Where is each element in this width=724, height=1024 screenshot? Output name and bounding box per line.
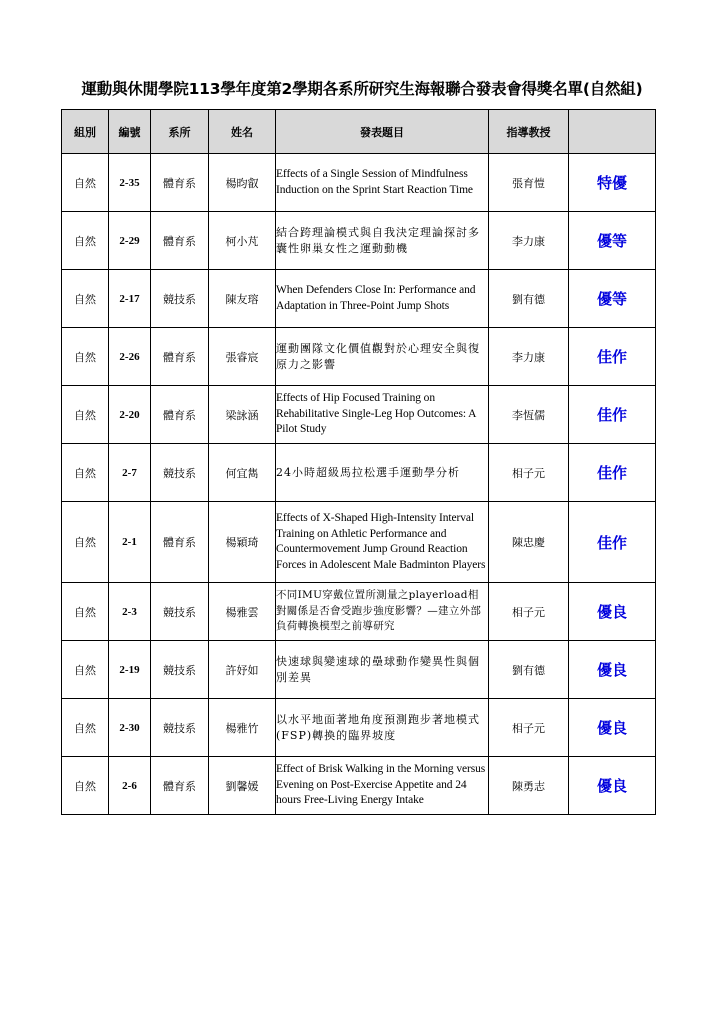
- cell-topic: When Defenders Close In: Performance and Adaptation in Three-Point Jump Shots: [276, 270, 489, 328]
- cell-group: 自然: [62, 699, 109, 757]
- cell-name: 何宜雋: [209, 444, 276, 502]
- cell-number: 2-35: [109, 154, 151, 212]
- cell-dept: 體育系: [151, 757, 209, 815]
- cell-topic: 結合跨理論模式與自我決定理論探討多囊性卵巢女性之運動動機: [276, 212, 489, 270]
- cell-award: 佳作: [569, 328, 656, 386]
- cell-name: 許妤如: [209, 641, 276, 699]
- table-row: [62, 444, 656, 502]
- cell-number: 2-6: [109, 757, 151, 815]
- table-header-row: [62, 110, 656, 154]
- table-row: [62, 212, 656, 270]
- cell-name: 張睿宸: [209, 328, 276, 386]
- cell-number: 2-7: [109, 444, 151, 502]
- header-number: 編號: [109, 110, 151, 154]
- cell-name: 楊雅竹: [209, 699, 276, 757]
- header-topic: 發表題目: [276, 110, 489, 154]
- cell-dept: 競技系: [151, 699, 209, 757]
- cell-group: 自然: [62, 583, 109, 641]
- cell-group: 自然: [62, 328, 109, 386]
- cell-number: 2-26: [109, 328, 151, 386]
- awards-table: [61, 109, 656, 815]
- cell-award: 優良: [569, 641, 656, 699]
- cell-advisor: 相子元: [489, 444, 569, 502]
- cell-advisor: 張育愷: [489, 154, 569, 212]
- cell-number: 2-17: [109, 270, 151, 328]
- cell-group: 自然: [62, 386, 109, 444]
- table-row: [62, 757, 656, 815]
- cell-dept: 體育系: [151, 212, 209, 270]
- cell-topic: Effects of Hip Focused Training on Rehabilitative Single-Leg Hop Outcomes: A Pilot Study: [276, 386, 489, 444]
- table-row: [62, 270, 656, 328]
- cell-number: 2-29: [109, 212, 151, 270]
- cell-dept: 競技系: [151, 583, 209, 641]
- cell-advisor: 李力康: [489, 212, 569, 270]
- cell-award: 佳作: [569, 502, 656, 583]
- cell-dept: 競技系: [151, 270, 209, 328]
- header-dept: 系所: [151, 110, 209, 154]
- cell-topic: Effect of Brisk Walking in the Morning versus Evening on Post-Exercise Appetite and 24 hours Free-Living Energy Intake: [276, 757, 489, 815]
- cell-award: 佳作: [569, 386, 656, 444]
- cell-group: 自然: [62, 641, 109, 699]
- table-row: [62, 583, 656, 641]
- cell-dept: 競技系: [151, 641, 209, 699]
- cell-group: 自然: [62, 757, 109, 815]
- cell-award: 優良: [569, 699, 656, 757]
- header-award: [569, 110, 656, 154]
- table-row: [62, 699, 656, 757]
- cell-award: 優良: [569, 757, 656, 815]
- cell-group: 自然: [62, 444, 109, 502]
- cell-name: 楊雅雲: [209, 583, 276, 641]
- table-row: [62, 328, 656, 386]
- cell-advisor: 相子元: [489, 583, 569, 641]
- cell-dept: 競技系: [151, 444, 209, 502]
- cell-advisor: 李力康: [489, 328, 569, 386]
- cell-topic: Effects of a Single Session of Mindfulness Induction on the Sprint Start Reaction Time: [276, 154, 489, 212]
- cell-name: 劉馨媛: [209, 757, 276, 815]
- cell-advisor: 陳忠慶: [489, 502, 569, 583]
- cell-number: 2-20: [109, 386, 151, 444]
- cell-topic: Effects of X-Shaped High-Intensity Interval Training on Athletic Performance and Countermovement Jump Ground Reaction Forces in Adolescent Male Badminton Players: [276, 502, 489, 583]
- cell-topic: 不同IMU穿戴位置所測量之playerload相對關係是否會受跑步強度影響？—建立外部負荷轉換模型之前導研究: [276, 583, 489, 641]
- cell-name: 楊昀叡: [209, 154, 276, 212]
- cell-award: 優良: [569, 583, 656, 641]
- cell-award: 特優: [569, 154, 656, 212]
- table-row: [62, 154, 656, 212]
- cell-dept: 體育系: [151, 502, 209, 583]
- table-row: [62, 386, 656, 444]
- page-title: 運動與休閒學院113學年度第2學期各系所研究生海報聯合發表會得獎名單(自然組): [81, 80, 643, 98]
- cell-group: 自然: [62, 154, 109, 212]
- cell-advisor: 李恆儒: [489, 386, 569, 444]
- cell-group: 自然: [62, 502, 109, 583]
- cell-number: 2-3: [109, 583, 151, 641]
- cell-award: 優等: [569, 270, 656, 328]
- cell-name: 柯小芃: [209, 212, 276, 270]
- cell-award: 優等: [569, 212, 656, 270]
- header-name: 姓名: [209, 110, 276, 154]
- cell-dept: 體育系: [151, 328, 209, 386]
- cell-topic: 快速球與變速球的壘球動作變異性與個別差異: [276, 641, 489, 699]
- cell-number: 2-19: [109, 641, 151, 699]
- cell-topic: 運動團隊文化價值觀對於心理安全與復原力之影響: [276, 328, 489, 386]
- cell-name: 梁詠涵: [209, 386, 276, 444]
- cell-number: 2-1: [109, 502, 151, 583]
- cell-topic: 24小時超級馬拉松選手運動學分析: [276, 444, 489, 502]
- cell-name: 楊穎琦: [209, 502, 276, 583]
- table-row: [62, 641, 656, 699]
- cell-advisor: 劉有德: [489, 270, 569, 328]
- cell-advisor: 相子元: [489, 699, 569, 757]
- cell-number: 2-30: [109, 699, 151, 757]
- cell-award: 佳作: [569, 444, 656, 502]
- header-advisor: 指導教授: [489, 110, 569, 154]
- cell-dept: 體育系: [151, 154, 209, 212]
- cell-group: 自然: [62, 270, 109, 328]
- cell-topic: 以水平地面著地角度預測跑步著地模式(FSP)轉換的臨界坡度: [276, 699, 489, 757]
- cell-advisor: 陳勇志: [489, 757, 569, 815]
- header-group: 組別: [62, 110, 109, 154]
- cell-group: 自然: [62, 212, 109, 270]
- cell-advisor: 劉有德: [489, 641, 569, 699]
- cell-dept: 體育系: [151, 386, 209, 444]
- table-row: [62, 502, 656, 583]
- cell-name: 陳友瑢: [209, 270, 276, 328]
